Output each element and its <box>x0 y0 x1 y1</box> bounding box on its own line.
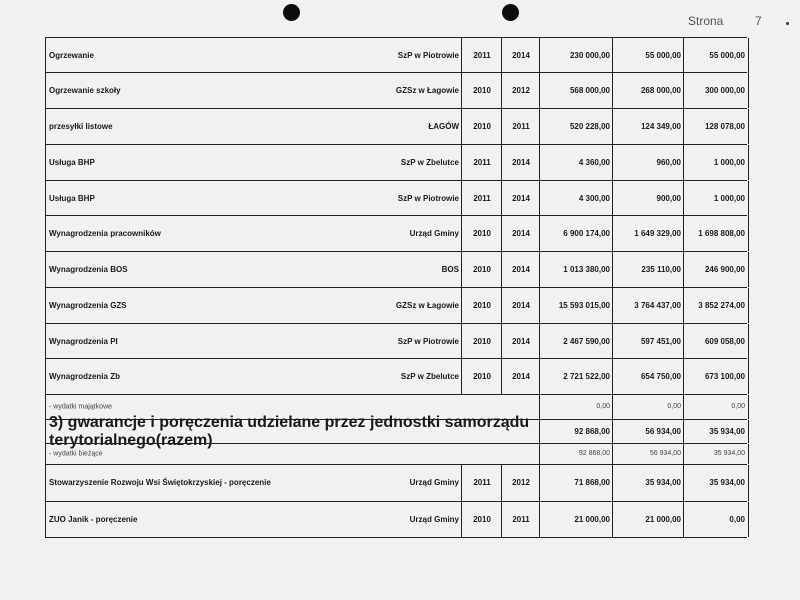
value-year-2-cell <box>683 444 749 464</box>
value-year-2-cell <box>683 145 749 180</box>
value-year-1: 960,00 <box>656 157 681 167</box>
unit-name: ŁAGÓW <box>428 121 459 131</box>
value-total-cell <box>539 359 613 394</box>
year-start-cell <box>461 288 502 323</box>
value-year-1-cell <box>612 324 684 359</box>
unit-name: BOS <box>441 264 459 274</box>
year-start: 2010 <box>473 264 491 274</box>
page-label: Strona <box>688 14 724 28</box>
item-name-cell <box>45 216 462 251</box>
value-year-1-cell <box>612 288 684 323</box>
year-end-cell <box>501 465 540 501</box>
value-year-2: 3 852 274,00 <box>698 300 745 310</box>
value-total: 15 593 015,00 <box>558 300 610 310</box>
table-row <box>45 358 747 394</box>
year-start-cell <box>461 145 502 180</box>
value-year-1-cell <box>612 73 684 108</box>
unit-name: GZSz w Łagowie <box>395 300 459 310</box>
value-year-2: 128 078,00 <box>704 121 745 131</box>
value-total: 1 013 380,00 <box>563 264 610 274</box>
year-end-cell <box>501 38 540 73</box>
item-name: Ogrzewanie <box>49 50 94 60</box>
year-end-cell <box>501 145 540 180</box>
value-total-cell <box>539 444 613 464</box>
value-year-2: 0,00 <box>731 403 745 410</box>
value-year-1: 1 649 329,00 <box>634 228 681 238</box>
value-total-cell <box>539 73 613 108</box>
value-year-1: 597 451,00 <box>640 336 681 346</box>
value-year-2-cell <box>683 359 749 394</box>
value-year-2-cell <box>683 420 749 443</box>
value-total: 2 721 522,00 <box>563 371 610 381</box>
value-year-2: 673 100,00 <box>704 371 745 381</box>
value-year-1: 124 349,00 <box>640 121 681 131</box>
year-start: 2011 <box>473 193 491 203</box>
item-name-cell <box>45 38 462 73</box>
year-start-cell <box>461 181 502 216</box>
year-end-cell <box>501 359 540 394</box>
unit-name: Urząd Gminy <box>409 228 459 238</box>
value-total: 6 900 174,00 <box>563 228 610 238</box>
year-start: 2011 <box>473 50 491 60</box>
punch-hole-right <box>502 4 519 21</box>
table-row <box>45 108 747 144</box>
summary-label: 3) gwarancje i poręczenia udzielane przez jednostki samorządu terytorialnego(razem) <box>49 413 530 449</box>
year-start: 2010 <box>473 514 491 524</box>
item-name-cell <box>45 502 462 537</box>
table-row <box>45 323 747 359</box>
value-year-1: 55 000,00 <box>645 50 681 60</box>
value-year-1: 0,00 <box>667 403 681 410</box>
table-row <box>45 72 747 108</box>
year-start: 2010 <box>473 121 491 131</box>
table-row <box>45 180 747 216</box>
year-end: 2014 <box>512 264 530 274</box>
unit-name: Urząd Gminy <box>409 514 459 524</box>
item-name: Wynagrodzenia PI <box>49 336 118 346</box>
item-name: Wynagrodzenia pracowników <box>49 228 161 238</box>
value-total-cell <box>539 288 613 323</box>
year-end-cell <box>501 181 540 216</box>
value-year-2-cell <box>683 288 749 323</box>
year-end: 2014 <box>512 300 530 310</box>
value-year-1-cell <box>612 181 684 216</box>
year-end: 2014 <box>512 228 530 238</box>
value-year-1-cell <box>612 359 684 394</box>
year-start-cell <box>461 109 502 144</box>
year-end-cell <box>501 502 540 537</box>
year-end-cell <box>501 73 540 108</box>
value-year-1: 3 764 437,00 <box>634 300 681 310</box>
value-year-2: 35 934,00 <box>709 426 745 436</box>
item-name: przesyłki listowe <box>49 121 113 131</box>
value-year-2: 1 698 808,00 <box>698 228 745 238</box>
year-start: 2010 <box>473 336 491 346</box>
item-name-cell <box>45 324 462 359</box>
value-year-1-cell <box>612 109 684 144</box>
item-name: Wynagrodzenia Zb <box>49 371 120 381</box>
value-year-2-cell <box>683 252 749 287</box>
punch-hole-left <box>283 4 300 21</box>
summary-label-cell <box>45 444 540 464</box>
value-year-2: 609 058,00 <box>704 336 745 346</box>
value-year-1-cell <box>612 38 684 73</box>
year-start-cell <box>461 216 502 251</box>
value-total: 4 360,00 <box>578 157 610 167</box>
value-total-cell <box>539 145 613 180</box>
value-total-cell <box>539 324 613 359</box>
value-total-cell <box>539 109 613 144</box>
item-name: Wynagrodzenia BOS <box>49 264 128 274</box>
item-name: Wynagrodzenia GZS <box>49 300 127 310</box>
value-total: 520 228,00 <box>569 121 610 131</box>
item-name-cell <box>45 465 462 501</box>
value-year-1: 268 000,00 <box>640 85 681 95</box>
value-total: 4 300,00 <box>578 193 610 203</box>
value-year-1: 21 000,00 <box>645 514 681 524</box>
value-year-2-cell <box>683 73 749 108</box>
value-total-cell <box>539 252 613 287</box>
year-start-cell <box>461 38 502 73</box>
year-start-cell <box>461 359 502 394</box>
summary-label-cell <box>45 413 540 449</box>
value-year-2-cell <box>683 216 749 251</box>
unit-name: SzP w Zbelutce <box>400 157 459 167</box>
value-year-2: 55 000,00 <box>709 50 745 60</box>
value-year-1-cell <box>612 420 684 443</box>
year-start: 2010 <box>473 371 491 381</box>
value-year-2-cell <box>683 324 749 359</box>
summary-row <box>45 413 747 449</box>
year-start-cell <box>461 502 502 537</box>
year-end-cell <box>501 288 540 323</box>
summary-label: - wydatki bieżące <box>49 450 103 458</box>
table-row <box>45 144 747 180</box>
year-end: 2014 <box>512 371 530 381</box>
year-start: 2010 <box>473 228 491 238</box>
value-year-1-cell <box>612 216 684 251</box>
year-end-cell <box>501 324 540 359</box>
year-end: 2014 <box>512 157 530 167</box>
page-number: 7 <box>755 14 762 28</box>
unit-name: GZSz w Łagowie <box>395 85 459 95</box>
value-year-1-cell <box>612 395 684 419</box>
value-year-2-cell <box>683 181 749 216</box>
value-total: 92 868,00 <box>578 450 610 457</box>
value-total-cell <box>539 502 613 537</box>
value-total: 2 467 590,00 <box>563 336 610 346</box>
year-end: 2012 <box>512 85 530 95</box>
value-year-2: 246 900,00 <box>704 264 745 274</box>
value-year-1-cell <box>612 145 684 180</box>
value-year-1-cell <box>612 502 684 537</box>
value-year-2: 300 000,00 <box>704 85 745 95</box>
summary-row <box>45 443 747 464</box>
year-end: 2014 <box>512 50 530 60</box>
table-row <box>45 215 747 251</box>
year-end-cell <box>501 216 540 251</box>
value-total-cell <box>539 38 613 73</box>
summary-label: - wydatki majątkowe <box>49 403 113 411</box>
value-year-2-cell <box>683 109 749 144</box>
table-row <box>45 464 747 501</box>
year-end-cell <box>501 109 540 144</box>
year-start: 2011 <box>473 157 491 167</box>
value-year-1-cell <box>612 465 684 501</box>
value-year-2: 35 934,00 <box>713 450 745 457</box>
year-end: 2012 <box>512 478 530 487</box>
year-start-cell <box>461 73 502 108</box>
item-name: Usługa BHP <box>49 157 95 167</box>
unit-name: SzP w Piotrowie <box>397 193 459 203</box>
value-year-2-cell <box>683 38 749 73</box>
value-year-1: 654 750,00 <box>640 371 681 381</box>
table-row <box>45 287 747 323</box>
value-total: 230 000,00 <box>569 50 610 60</box>
unit-name: SzP w Zbelutce <box>400 371 459 381</box>
table-row <box>45 501 747 538</box>
value-total: 0,00 <box>596 403 610 410</box>
value-year-2: 1 000,00 <box>713 193 745 203</box>
year-start-cell <box>461 324 502 359</box>
value-year-1: 35 934,00 <box>645 478 681 487</box>
item-name: ZUO Janik - poręczenie <box>49 514 138 524</box>
value-year-1: 56 934,00 <box>645 426 681 436</box>
item-name: Ogrzewanie szkoły <box>49 85 121 95</box>
scan-speck <box>786 22 789 25</box>
item-name: Stowarzyszenie Rozwoju Wsi Świętokrzyskiej - poręczenie <box>49 478 271 487</box>
unit-name: SzP w Piotrowie <box>397 336 459 346</box>
item-name: Usługa BHP <box>49 193 95 203</box>
item-name-cell <box>45 73 462 108</box>
item-name-cell <box>45 359 462 394</box>
value-year-2: 1 000,00 <box>713 157 745 167</box>
value-total: 21 000,00 <box>574 514 610 524</box>
table-row <box>45 37 747 73</box>
year-end: 2011 <box>512 121 530 131</box>
unit-name: SzP w Piotrowie <box>397 50 459 60</box>
table-row <box>45 251 747 287</box>
year-start-cell <box>461 252 502 287</box>
value-total-cell <box>539 420 613 443</box>
value-year-2: 35 934,00 <box>709 478 745 487</box>
unit-name: Urząd Gminy <box>409 478 459 487</box>
year-end-cell <box>501 252 540 287</box>
value-year-2-cell <box>683 502 749 537</box>
value-year-1-cell <box>612 444 684 464</box>
year-end: 2014 <box>512 336 530 346</box>
item-name-cell <box>45 252 462 287</box>
value-total-cell <box>539 216 613 251</box>
year-start: 2010 <box>473 85 491 95</box>
value-total-cell <box>539 465 613 501</box>
value-total-cell <box>539 181 613 216</box>
year-end: 2014 <box>512 193 530 203</box>
value-year-1: 56 934,00 <box>649 450 681 457</box>
value-year-2: 0,00 <box>729 514 745 524</box>
value-total: 92 868,00 <box>574 426 610 436</box>
item-name-cell <box>45 181 462 216</box>
year-start-cell <box>461 465 502 501</box>
value-year-2-cell <box>683 395 749 419</box>
value-year-1: 235 110,00 <box>641 264 681 274</box>
item-name-cell <box>45 145 462 180</box>
item-name-cell <box>45 288 462 323</box>
year-start: 2011 <box>473 478 491 487</box>
value-year-2-cell <box>683 465 749 501</box>
value-year-1-cell <box>612 252 684 287</box>
value-total: 568 000,00 <box>569 85 610 95</box>
value-total-cell <box>539 395 613 419</box>
value-total: 71 868,00 <box>574 478 610 487</box>
year-end: 2011 <box>512 514 530 524</box>
year-start: 2010 <box>473 300 491 310</box>
value-year-1: 900,00 <box>656 193 681 203</box>
item-name-cell <box>45 109 462 144</box>
